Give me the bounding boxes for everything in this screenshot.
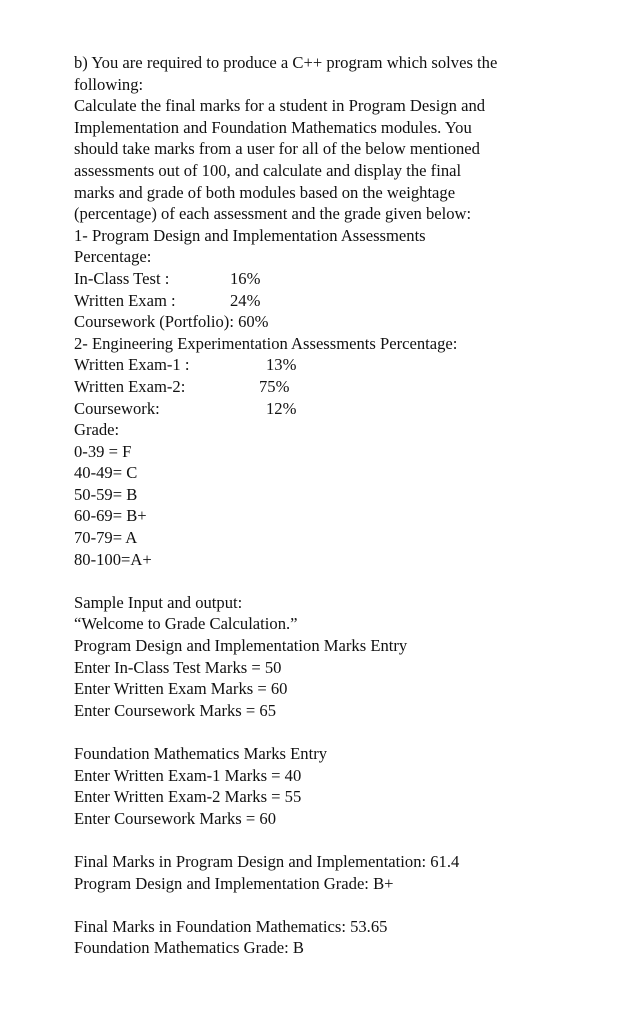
- weight-row-written-exam-2: [74, 376, 614, 398]
- sample-line: Final Marks in Program Design and Implementation: 61.4: [74, 851, 460, 871]
- module1-subheading: Percentage:: [74, 247, 152, 267]
- weight-value: 13%: [266, 355, 297, 375]
- sample-line: Program Design and Implementation Grade: B+: [74, 873, 394, 893]
- weight-label: Coursework:: [74, 398, 160, 418]
- grade-item: 80-100=A+: [74, 549, 152, 569]
- question-line: should take marks from a user for all of the below mentioned: [74, 139, 480, 159]
- sample-line: Enter Written Exam-2 Marks = 55: [74, 787, 302, 807]
- weight-row-coursework: [74, 398, 614, 420]
- weight-label: Coursework (Portfolio): 60%: [74, 312, 269, 332]
- module1-heading: 1- Program Design and Implementation Assessments: [74, 225, 426, 245]
- weight-row-coursework: [74, 311, 614, 333]
- sample-line: Enter Coursework Marks = 60: [74, 808, 276, 828]
- grade-item: 50-59= B: [74, 484, 138, 504]
- weight-value: 16%: [230, 268, 261, 288]
- question-line: b) You are required to produce a C++ program which solves the: [74, 53, 498, 72]
- question-line: marks and grade of both modules based on the weightage: [74, 182, 456, 202]
- sample-line: Program Design and Implementation Marks Entry: [74, 636, 408, 656]
- weight-value: 75%: [259, 376, 290, 396]
- sample-line: Foundation Mathematics Marks Entry: [74, 744, 328, 763]
- grade-item: 70-79= A: [74, 528, 138, 548]
- sample-line: Enter Written Exam Marks = 60: [74, 679, 288, 699]
- weight-label: Written Exam :: [74, 290, 176, 310]
- weight-row-in-class-test: [74, 268, 614, 290]
- grade-item: 60-69= B+: [74, 506, 147, 526]
- sample-line: Foundation Mathematics Grade: B: [74, 938, 304, 958]
- weight-row-written-exam: [74, 290, 614, 312]
- weight-label: Written Exam-2:: [74, 376, 186, 396]
- grade-item: 40-49= C: [74, 463, 138, 483]
- sample-line: Enter Coursework Marks = 65: [74, 700, 276, 720]
- weight-label: Written Exam-1 :: [74, 355, 190, 375]
- module2-heading: 2- Engineering Experimentation Assessments Percentage:: [74, 333, 458, 353]
- weight-value: 24%: [230, 290, 261, 310]
- question-line: following:: [74, 74, 144, 94]
- sample-line: Final Marks in Foundation Mathematics: 53.65: [74, 916, 388, 936]
- sample-line: Enter In-Class Test Marks = 50: [74, 657, 282, 677]
- question-line: assessments out of 100, and calculate and display the final: [74, 160, 462, 180]
- question-line: Calculate the final marks for a student in Program Design and: [74, 96, 486, 116]
- sample-welcome: “Welcome to Grade Calculation.”: [74, 614, 298, 634]
- sample-heading: Sample Input and output:: [74, 592, 243, 612]
- sample-line: Enter Written Exam-1 Marks = 40: [74, 765, 302, 785]
- question-line: Implementation and Foundation Mathematics modules. You: [74, 117, 472, 137]
- weight-label: In-Class Test :: [74, 268, 170, 288]
- weight-row-written-exam-1: [74, 354, 614, 376]
- grade-item: 0-39 = F: [74, 441, 132, 461]
- document-page: [74, 52, 614, 959]
- weight-value: 12%: [266, 398, 297, 418]
- question-line: (percentage) of each assessment and the grade given below:: [74, 204, 472, 224]
- grade-heading: Grade:: [74, 420, 120, 440]
